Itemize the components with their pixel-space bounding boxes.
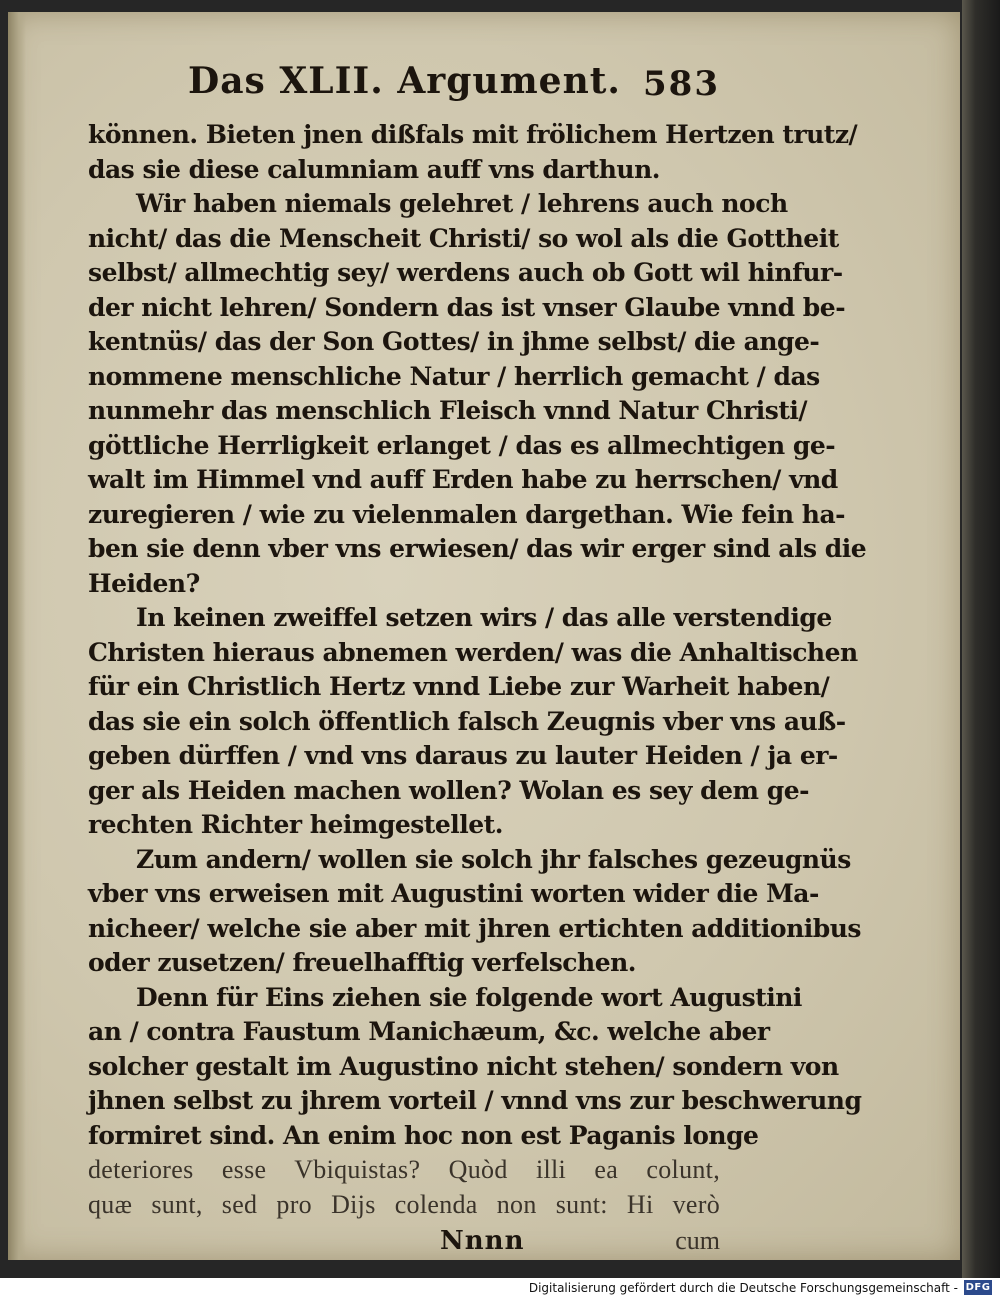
text-line: oder zusetzen/ freuelhafftig verfelschen. [88,948,636,977]
text-line: für ein Christlich Hertz vnnd Liebe zur Warheit haben/ [88,672,830,701]
text-line: an / contra Faustum Manichæum, &c. welche aber [88,1017,770,1046]
page-footer [88,1226,720,1266]
text-line: vber vns erweisen mit Augustini worten wider die Ma- [88,879,819,908]
text-line: zuregieren / wie zu vielenmalen dargethan. Wie fein ha- [88,499,846,529]
text-line: nicheer/ welche sie aber mit jhren ertichten additionibus [88,913,861,943]
latin-text-line: deteriores esse Vbiquistas? Quòd illi ea colunt, [88,1155,720,1184]
text-line: selbst/ allmechtig sey/ werdens auch ob Gott wil hinfur- [88,258,843,287]
text-line: nicht/ das die Menscheit Christi/ so wol als die Gottheit [88,223,839,253]
text-line: das sie diese calumniam auff vns darthun. [88,154,660,184]
page-header [88,58,720,118]
body-text [88,118,867,1222]
text-line: göttliche Herrligkeit erlanget / das es allmechtigen ge- [88,430,836,460]
text-line: ben sie denn vber vns erwiesen/ das wir erger sind als die [88,534,867,563]
funding-credit: Digitalisierung gefördert durch die Deutsche Forschungsgemeinschaft - [528,1281,958,1295]
text-line: ger als Heiden machen wollen? Wolan es sey dem ge- [88,775,809,805]
text-line: können. Bieten jnen dißfals mit frölichem Hertzen trutz/ [88,120,858,149]
text-line: nunmehr das menschlich Fleisch vnnd Natur Christi/ [88,396,808,425]
dfg-logo-icon: DFG [965,1282,991,1293]
catchword: cum [675,1226,720,1255]
text-line: jhnen selbst zu jhrem vorteil / vnnd vns zur beschwerung [88,1086,862,1115]
text-line: In keinen zweiffel setzen wirs / das alle verstendige [136,603,832,632]
credit-bar [0,1278,1000,1298]
text-line: nommene menschliche Natur / herrlich gemacht / das [88,361,820,391]
text-line: geben dürffen / vnd vns daraus zu lauter Heiden / ja er- [88,741,838,770]
text-line: solcher gestalt im Augustino nicht stehen/ sondern von [88,1051,839,1081]
text-line: Wir haben niemals gelehret / lehrens auch noch [136,189,788,218]
text-line: Denn für Eins ziehen sie folgende wort Augustini [136,982,802,1012]
book-edge-shadow [962,0,1000,1278]
page-text-block [88,58,867,1266]
text-line: rechten Richter heimgestellet. [88,810,503,839]
page-number: 583 [643,64,720,104]
text-line: der nicht lehren/ Sondern das ist vnser Glaube vnnd be- [88,292,846,322]
page-gutter-edge [8,12,26,1260]
text-line: Zum andern/ wollen sie solch jhr falsches gezeugnüs [136,844,851,874]
text-line: kentnüs/ das der Son Gottes/ in jhme selbst/ die ange- [88,327,820,356]
text-line: das sie ein solch öffentlich falsch Zeugnis vber vns auß- [88,706,846,736]
text-line: walt im Himmel vnd auff Erden habe zu herrschen/ vnd [88,465,838,494]
latin-text-line: quæ sunt, sed pro Dijs colenda non sunt: Hi verò [88,1189,720,1219]
running-head: Das XLII. Argument. [188,60,621,102]
signature-mark: Nnnn [440,1226,525,1256]
text-line: Christen hieraus abnemen werden/ was die Anhaltischen [88,637,858,667]
text-line: Heiden? [88,568,200,598]
text-line: formiret sind. An enim hoc non est Paganis longe [88,1120,759,1150]
